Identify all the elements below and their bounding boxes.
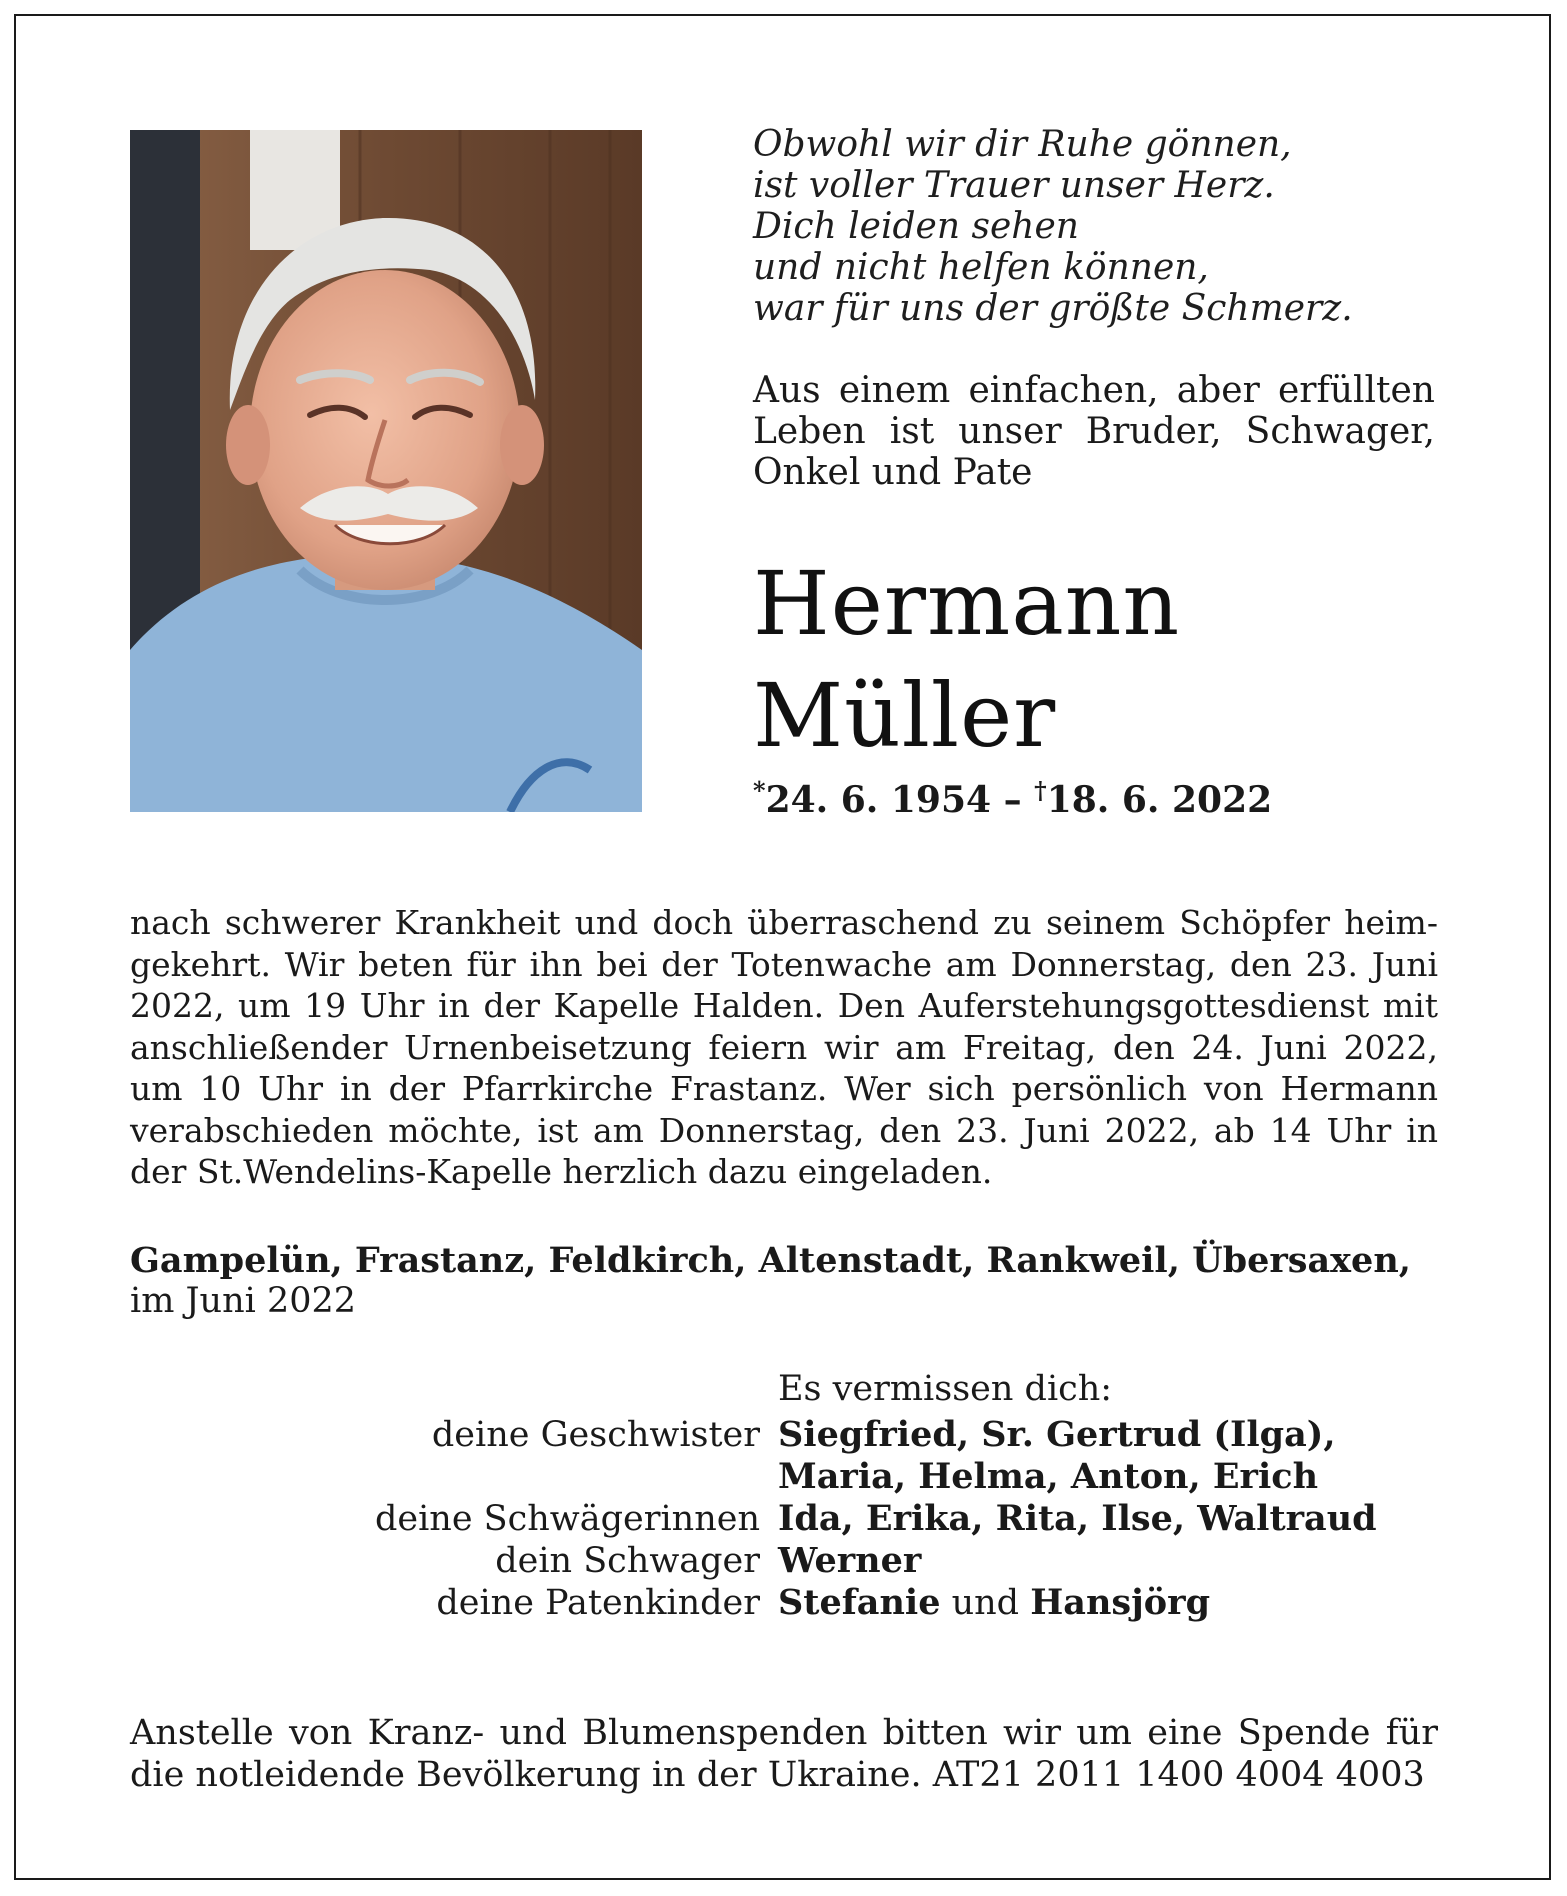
godchild-name: Hansjörg	[1030, 1582, 1211, 1623]
family-names	[778, 1582, 1438, 1624]
family-relation: deine Schwägerinnen	[374, 1499, 760, 1539]
family-row	[130, 1582, 1460, 1624]
place-names: Gampelün, Frastanz, Feldkirch, Altenstadt, Rankweil, Übersaxen,	[130, 1240, 1411, 1281]
family-list	[130, 1414, 1460, 1624]
family-relation: dein Schwager	[495, 1541, 760, 1581]
birth-date: 24. 6. 1954	[765, 779, 992, 821]
left-ear	[226, 405, 270, 485]
family-row	[130, 1414, 1460, 1498]
poem-line: und nicht helfen können,	[753, 247, 1209, 288]
place-date: im Juni 2022	[130, 1281, 357, 1321]
death-date: 18. 6. 2022	[1046, 779, 1273, 821]
poem-line: ist voller Trauer unser Herz.	[753, 165, 1275, 206]
poem-line: Obwohl wir dir Ruhe gönnen,	[753, 124, 1292, 165]
places-block	[130, 1240, 1450, 1322]
name-joiner: und	[940, 1583, 1031, 1623]
birth-symbol: *	[753, 776, 766, 805]
funeral-details: nach schwerer Krankheit und doch überraschend zu seinem Schöpfer heimgekehrt. Wir beten für ihn bei der Totenwache am Donnerstag, den 23. Juni 2022, um 19 Uhr in der Kapelle Halden. Den Auferstehungsgottesdienst mit anschließender Urnenbeisetzung feiern wir am Freitag, den 24. Juni 2022, um 10 Uhr in der Pfarrkirche Frastanz. Wer sich persönlich von Hermann verabschieden möchte, ist am Donnerstag, den 23. Juni 2022, ab 14 Uhr in der St.Wendelins-Kapelle herzlich dazu eingeladen.	[130, 903, 1438, 1191]
portrait-photo	[130, 130, 642, 812]
deceased-name	[753, 548, 1453, 772]
family-names: Siegfried, Sr. Gertrud (Ilga), Maria, Helma, Anton, Erich	[778, 1414, 1336, 1497]
godchild-name: Stefanie	[778, 1582, 941, 1623]
life-dates	[753, 778, 1453, 822]
missed-heading: Es vermissen dich:	[778, 1369, 1113, 1409]
date-separator: –	[991, 779, 1035, 821]
last-name: Müller	[753, 664, 1057, 767]
family-names: Werner	[778, 1540, 922, 1581]
family-relation: deine Geschwister	[431, 1415, 760, 1455]
poem-line: Dich leiden sehen	[753, 206, 1079, 247]
donation-note: Anstelle von Kranz- und Blumenspenden bitten wir um eine Spende für die notleidende Bevölkerung in der Ukraine. AT21 2011 1400 4004 4003	[130, 1713, 1438, 1795]
intro-text: Aus einem einfachen, aber erfüllten Leben ist unser Bruder, Schwager, Onkel und Pate	[753, 370, 1435, 493]
poem-line: war für uns der größte Schmerz.	[753, 288, 1353, 329]
poem	[753, 124, 1453, 329]
right-ear	[500, 405, 544, 485]
death-symbol: †	[1034, 776, 1047, 805]
portrait-illustration	[130, 130, 642, 812]
family-relation: deine Patenkinder	[436, 1583, 760, 1623]
family-row	[130, 1498, 1460, 1540]
family-names: Ida, Erika, Rita, Ilse, Waltraud	[778, 1498, 1377, 1539]
family-row	[130, 1540, 1460, 1582]
first-name: Hermann	[753, 552, 1181, 655]
